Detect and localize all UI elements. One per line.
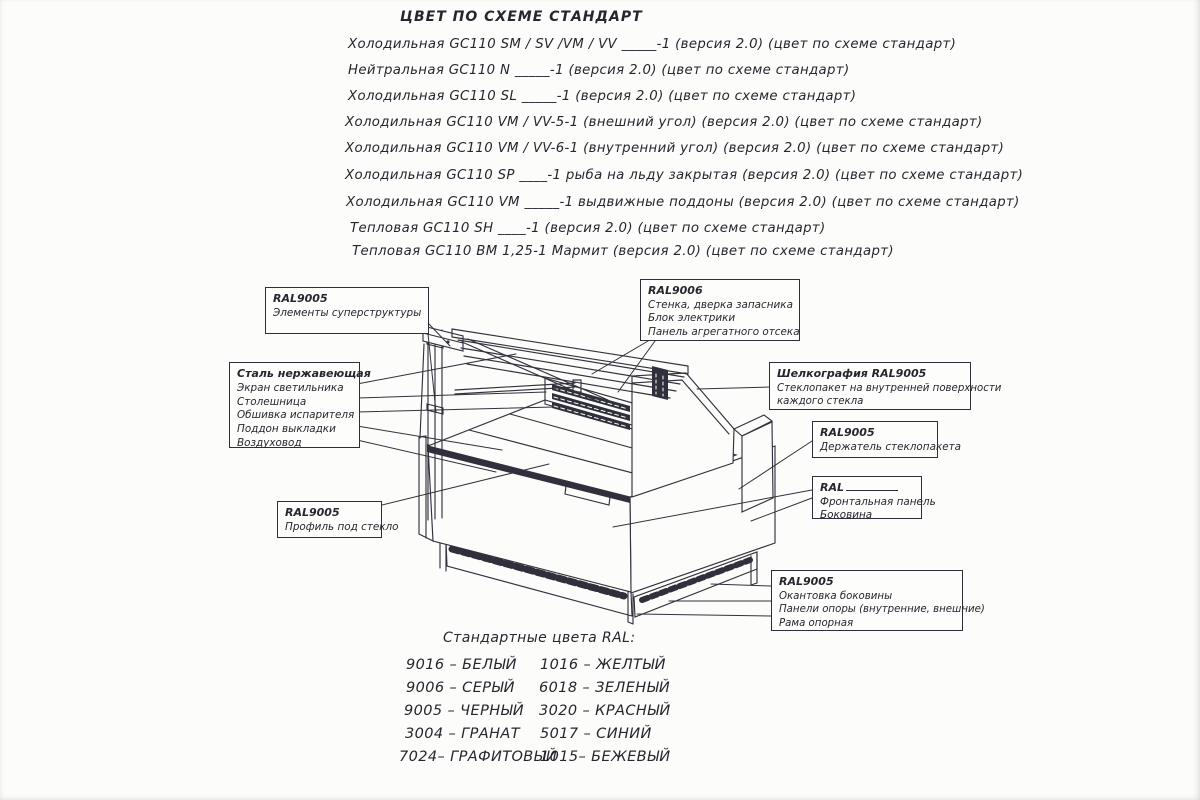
callout-header: RAL9005 xyxy=(273,292,328,305)
callout-line: Столешница xyxy=(237,395,307,408)
product-line: Холодильная GC110 SP ____-1 рыба на льду закрытая (версия 2.0) (цвет по схеме стандарт) xyxy=(345,168,1024,183)
callout-line: Стенка, дверка запасника xyxy=(648,298,793,311)
callout-header: RAL9006 xyxy=(648,284,703,297)
callout-header: Шелкография RAL9005 xyxy=(777,367,927,380)
callout-line: Панели опоры (внутренние, внешние) xyxy=(779,604,985,616)
product-line: Холодильная GC110 SM / SV /VM / VV _____-1 (версия 2.0) (цвет по схеме стандарт) xyxy=(348,37,957,52)
ral-color-item: 3020 – КРАСНЫЙ xyxy=(539,703,671,719)
callout-silkscreen xyxy=(769,362,1002,410)
callout-header: RAL9005 xyxy=(779,575,834,588)
ral-color-item: 5017 – СИНИЙ xyxy=(540,726,652,742)
ral-color-item: 6018 – ЗЕЛЕНЫЙ xyxy=(539,680,671,696)
product-line: Тепловая GC110 BM 1,25-1 Мармит (версия 2.0) (цвет по схеме стандарт) xyxy=(352,244,894,259)
ral-color-item: 9005 – ЧЕРНЫЙ xyxy=(404,703,525,719)
callout-header xyxy=(820,481,914,495)
callout-base-parts xyxy=(771,570,985,631)
product-line: Холодильная GC110 SL _____-1 (версия 2.0) (цвет по схеме стандарт) xyxy=(348,89,857,104)
product-line: Тепловая GC110 SH ____-1 (версия 2.0) (цвет по схеме стандарт) xyxy=(350,221,826,236)
callout-line: Экран светильника xyxy=(237,381,344,394)
product-line: Холодильная GC110 VM / VV-5-1 (внешний угол) (версия 2.0) (цвет по схеме стандарт) xyxy=(345,115,983,130)
callout-line: Стеклопакет на внутренней поверхности xyxy=(777,382,1002,394)
callout-header: RAL9005 xyxy=(285,506,340,519)
callout-line: Поддон выкладки xyxy=(237,423,336,436)
callout-superstructure xyxy=(265,287,429,334)
callout-line: Профиль под стекло xyxy=(285,520,399,533)
callout-line: Элементы суперструктуры xyxy=(273,306,422,319)
product-line: Холодильная GC110 VM / VV-6-1 (внутренний угол) (версия 2.0) (цвет по схеме стандарт) xyxy=(345,141,1005,156)
callout-line: Воздуховод xyxy=(237,436,302,449)
case-body-drawing xyxy=(357,322,812,624)
callout-front-side-panels xyxy=(812,476,936,522)
callout-glass-holder xyxy=(812,421,962,458)
callout-header: Сталь нержавеющая xyxy=(237,367,371,380)
callout-line: каждого стекла xyxy=(777,396,864,408)
ral-color-item: 7024– ГРАФИТОВЫЙ xyxy=(399,749,558,765)
callout-line: Обшивка испарителя xyxy=(237,409,355,422)
callout-rear-parts xyxy=(640,279,800,341)
ral-color-item: 1015– БЕЖЕВЫЙ xyxy=(540,749,671,765)
blank-underline xyxy=(846,481,898,491)
page-title: ЦВЕТ ПО СХЕМЕ СТАНДАРТ xyxy=(400,9,643,25)
callout-line: Блок электрики xyxy=(648,312,736,325)
ral-color-item: 1016 – ЖЕЛТЫЙ xyxy=(540,657,666,673)
product-line: Холодильная GC110 VM _____-1 выдвижные поддоны (версия 2.0) (цвет по схеме стандарт) xyxy=(346,195,1020,210)
ral-color-item: 9016 – БЕЛЫЙ xyxy=(406,657,517,673)
callout-header-text: RAL xyxy=(820,481,844,494)
callout-line: Панель агрегатного отсека xyxy=(648,325,800,338)
callout-stainless-parts xyxy=(229,362,371,449)
callout-line: Держатель стеклопакета xyxy=(820,440,962,453)
callout-line: Рама опорная xyxy=(779,617,854,629)
callout-line: Окантовка боковины xyxy=(779,590,893,602)
callout-header: RAL9005 xyxy=(820,426,875,439)
ral-color-item: 9006 – СЕРЫЙ xyxy=(406,680,515,696)
product-line: Нейтральная GC110 N _____-1 (версия 2.0) (цвет по схеме стандарт) xyxy=(348,63,850,78)
callout-line: Боковина xyxy=(820,509,873,522)
callout-line: Фронтальная панель xyxy=(820,495,936,508)
ral-colors-title: Стандартные цвета RAL: xyxy=(443,630,636,646)
ral-color-item: 3004 – ГРАНАТ xyxy=(405,726,520,742)
callout-glass-profile xyxy=(277,501,399,538)
